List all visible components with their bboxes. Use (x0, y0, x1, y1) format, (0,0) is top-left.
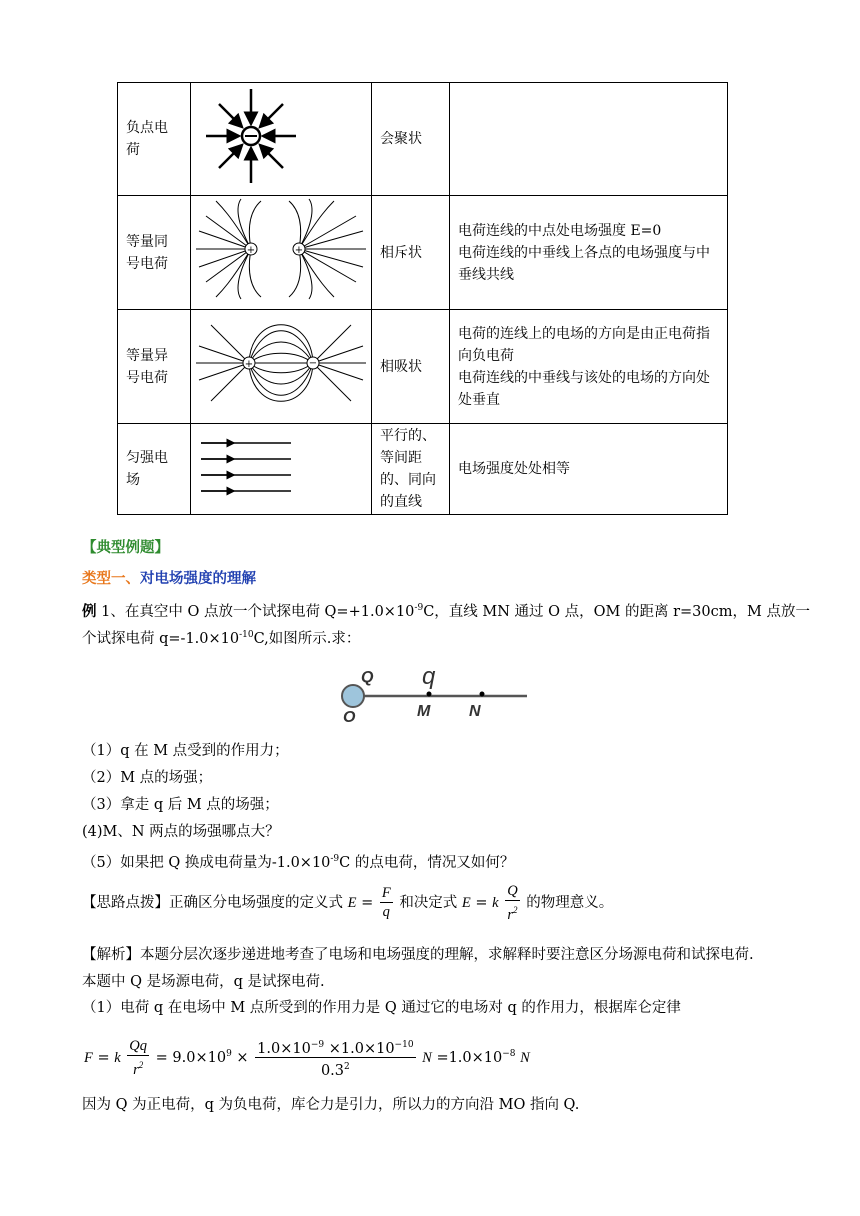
row-name: 等量同号电荷 (126, 233, 168, 272)
table-row (118, 424, 728, 515)
type-title: 类型一、对电场强度的理解 (82, 570, 256, 587)
analysis-line-2: 本题中 Q 是场源电荷，q 是试探电荷. (82, 974, 325, 990)
question-3: （3）拿走 q 后 M 点的场强； (82, 797, 279, 813)
row-name: 负点电荷 (118, 83, 191, 196)
field-lines-table (117, 82, 728, 515)
row-shape: 平行的、等间距的、同向的直线 (372, 424, 450, 515)
label-N: N (469, 703, 481, 720)
svg-text:+: + (294, 245, 304, 256)
svg-text:+: + (244, 359, 254, 370)
svg-text:+: + (246, 245, 256, 256)
row-desc: 电荷的连线上的电场的方向是由正电荷指向负电荷 电荷连线的中垂线与该处的电场的方向处处垂直 (450, 310, 728, 424)
row-desc: 电荷连线的中点处电场强度 E=0 电荷连线的中垂线上各点的电场强度与中垂线共线 (450, 196, 728, 310)
analysis-line-3: （1）电荷 q 在电场中 M 点所受到的作用力是 Q 通过它的电场对 q 的作用力，根据库仑定律 (82, 1000, 681, 1016)
unlike-charges-diagram (191, 310, 372, 424)
example-line-2: 个试探电荷 $q=-1.0\times 10^{-10}C$,如图所示.求： (82, 630, 361, 647)
question-5: （5）如果把 Q 换成电荷量为$-1.0\times 10^{-9}C$ 的点电荷，情况又如何？ (82, 854, 515, 871)
like-charges-diagram (191, 196, 372, 310)
uniform-field-diagram (191, 424, 372, 515)
label-Q: Q (361, 669, 374, 686)
table-row (118, 196, 728, 310)
table-row (118, 310, 728, 424)
svg-text:−: − (308, 358, 318, 369)
question-1: （1）q 在 M 点受到的作用力； (82, 743, 289, 759)
hint-line: 【思路点拨】正确区分电场强度的定义式 E = $\frac{F}{q}$ 和决定式 E = k $\frac{Q}{r^2}$ 的物理意义。 (82, 883, 614, 923)
row-name: 匀强电场 (126, 450, 168, 488)
label-M: M (417, 703, 431, 720)
question-2: （2）M 点的场强； (82, 770, 213, 786)
label-q: q (422, 663, 436, 690)
row-shape: 相斥状 (372, 196, 450, 310)
row-shape: 相吸状 (372, 310, 450, 424)
coulomb-formula: F = k $\frac{Qq}{r^2}$ = $9.0\times 10^9$ × $\frac{1.0\times 10^{-9} \times 1.0\times 10^{-10}}{0.3^2}$ $N =1.0\times 10^{-8}$ N (84, 1030, 530, 1082)
row-desc (450, 83, 728, 196)
section-title: 【典型例题】 (82, 539, 169, 556)
charge-line-figure (335, 658, 535, 724)
analysis-line-4: 因为 Q 为正电荷，q 为负电荷，库仑力是引力，所以力的方向沿 MO 指向 Q. (82, 1097, 580, 1113)
row-name: 等量异号电荷 (126, 347, 168, 386)
row-desc: 电场强度处处相等 (450, 424, 728, 515)
table-row (118, 83, 728, 196)
analysis-line-1: 【解析】本题分层次逐步递进地考查了电场和电场强度的理解，求解释时要注意区分场源电荷和试探电荷. (82, 947, 754, 963)
question-4: (4)M、N 两点的场强哪点大？ (82, 824, 280, 840)
row-shape: 会聚状 (372, 83, 450, 196)
label-O: O (343, 709, 356, 724)
example-line-1: 例 1、在真空中 O 点放一个试探电荷 $Q=+1.0\times 10^{-9}C$，直线 MN 通过 O 点，OM 的距离 r=30cm，M 点放一 (82, 602, 810, 620)
negative-charge-diagram (191, 83, 372, 196)
